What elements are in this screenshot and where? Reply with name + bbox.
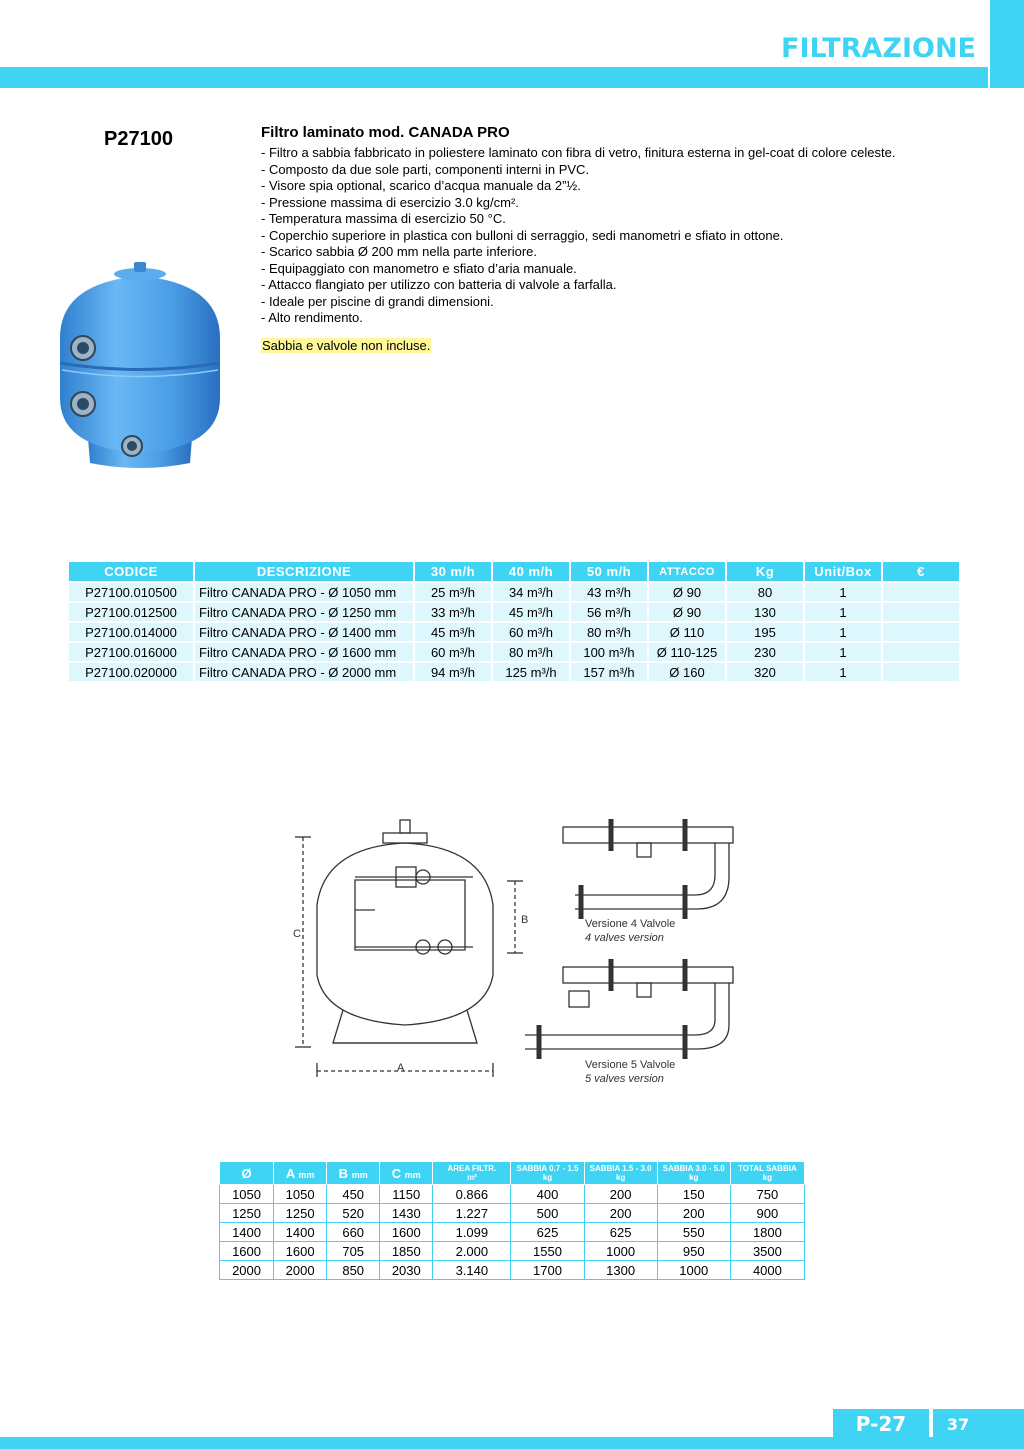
table-row xyxy=(68,602,960,622)
table-cell: 230 xyxy=(726,642,804,662)
table-cell: 1550 xyxy=(511,1242,584,1261)
table-cell: Ø 110 xyxy=(648,622,726,642)
table-cell xyxy=(882,642,960,662)
header-label: SABBIA 3.0 - 5.0 xyxy=(662,1164,725,1173)
table-cell: 550 xyxy=(657,1223,730,1242)
table-cell: P27100.010500 xyxy=(68,582,194,602)
table-cell: Filtro CANADA PRO - Ø 2000 mm xyxy=(194,662,414,682)
column-header xyxy=(327,1162,380,1185)
header-unit: kg xyxy=(542,1173,553,1182)
table-cell: Filtro CANADA PRO - Ø 1400 mm xyxy=(194,622,414,642)
header-unit: mm xyxy=(404,1169,421,1180)
feature-item: - Visore spia optional, scarico d’acqua manuale da 2”½. xyxy=(261,178,581,193)
feature-item: - Alto rendimento. xyxy=(261,310,363,325)
table-cell: 157 m³/h xyxy=(570,662,648,682)
header-label: TOTAL SABBIA xyxy=(738,1164,797,1173)
table-cell: 1600 xyxy=(274,1242,327,1261)
column-header: CODICE xyxy=(68,561,194,582)
table-row xyxy=(220,1185,805,1204)
header-label: Ø xyxy=(241,1165,252,1181)
column-header xyxy=(220,1162,274,1185)
table-cell: Ø 160 xyxy=(648,662,726,682)
table-cell: 80 m³/h xyxy=(492,642,570,662)
table-cell: 34 m³/h xyxy=(492,582,570,602)
table-row xyxy=(68,642,960,662)
table-cell: 1.227 xyxy=(433,1204,511,1223)
table-cell: 950 xyxy=(657,1242,730,1261)
filter-product-image xyxy=(50,258,230,473)
header-label: A xyxy=(285,1165,295,1181)
table-cell: P27100.012500 xyxy=(68,602,194,622)
column-header xyxy=(511,1162,584,1185)
table-header-row xyxy=(220,1162,805,1185)
table-header-row xyxy=(68,561,960,582)
column-header: € xyxy=(882,561,960,582)
feature-item: - Filtro a sabbia fabbricato in poliestere laminato con fibra di vetro, finitura esterna in gel-coat di colore celeste. xyxy=(261,145,896,160)
table-cell: 1 xyxy=(804,642,882,662)
table-cell: 60 m³/h xyxy=(414,642,492,662)
table-cell: 1.099 xyxy=(433,1223,511,1242)
version5-label-it: Versione 5 Valvole xyxy=(585,1059,676,1071)
table-cell: 2000 xyxy=(274,1261,327,1280)
header-unit: mm xyxy=(351,1169,368,1180)
table-cell: 1800 xyxy=(730,1223,804,1242)
dimension-label-a: A xyxy=(397,1062,405,1074)
table-cell xyxy=(882,602,960,622)
feature-item: - Ideale per piscine di grandi dimensioni. xyxy=(261,293,494,309)
table-cell: 1 xyxy=(804,582,882,602)
table-cell: 750 xyxy=(730,1185,804,1204)
table-cell: 2.000 xyxy=(433,1242,511,1261)
dimensions-table xyxy=(219,1161,805,1280)
table-cell: Filtro CANADA PRO - Ø 1600 mm xyxy=(194,642,414,662)
page-code: P-27 xyxy=(855,1412,907,1436)
table-cell: 1 xyxy=(804,622,882,642)
table-cell: 1 xyxy=(804,602,882,622)
header-label: SABBIA 0.7 - 1.5 xyxy=(516,1164,579,1173)
header-unit: kg xyxy=(615,1173,626,1182)
table-cell: 43 m³/h xyxy=(570,582,648,602)
table-cell: 80 xyxy=(726,582,804,602)
column-header: Unit/Box xyxy=(804,561,882,582)
table-cell: P27100.016000 xyxy=(68,642,194,662)
section-title: FILTRAZIONE xyxy=(781,33,976,64)
version5-label-en: 5 valves version xyxy=(585,1073,664,1085)
table-cell: 625 xyxy=(584,1223,657,1242)
table-cell: 450 xyxy=(327,1185,380,1204)
table-cell: 1 xyxy=(804,662,882,682)
dimension-label-b: B xyxy=(521,914,529,926)
column-header: 40 m/h xyxy=(492,561,570,582)
table-cell: 56 m³/h xyxy=(570,602,648,622)
table-cell: 80 m³/h xyxy=(570,622,648,642)
column-header xyxy=(380,1162,433,1185)
table-cell: 1400 xyxy=(274,1223,327,1242)
table-cell: 100 m³/h xyxy=(570,642,648,662)
header-unit: kg xyxy=(762,1173,773,1182)
version4-label-it: Versione 4 Valvole xyxy=(585,918,676,930)
dimension-label-c: C xyxy=(293,928,301,940)
table-row xyxy=(68,662,960,682)
table-cell: 900 xyxy=(730,1204,804,1223)
header-bar xyxy=(0,67,988,88)
column-header xyxy=(433,1162,511,1185)
table-cell xyxy=(882,582,960,602)
technical-drawing xyxy=(285,815,745,1095)
column-header: DESCRIZIONE xyxy=(194,561,414,582)
header-label: C xyxy=(391,1165,402,1181)
table-cell: 850 xyxy=(327,1261,380,1280)
column-header: Kg xyxy=(726,561,804,582)
table-cell: 45 m³/h xyxy=(492,602,570,622)
table-cell: P27100.014000 xyxy=(68,622,194,642)
table-cell: Ø 110-125 xyxy=(648,642,726,662)
version4-label-en: 4 valves version xyxy=(585,932,664,944)
feature-item: - Attacco flangiato per utilizzo con batteria di valvole a farfalla. xyxy=(261,277,617,292)
table-cell: 1600 xyxy=(380,1223,433,1242)
table-cell: 25 m³/h xyxy=(414,582,492,602)
table-cell: 200 xyxy=(584,1204,657,1223)
feature-item: - Temperatura massima di esercizio 50 °C. xyxy=(261,211,506,226)
table-row xyxy=(220,1204,805,1223)
table-cell: 1000 xyxy=(584,1242,657,1261)
table-row xyxy=(220,1261,805,1280)
table-cell: 1430 xyxy=(380,1204,433,1223)
product-title: Filtro laminato mod. CANADA PRO xyxy=(261,124,510,141)
table-row xyxy=(68,622,960,642)
table-cell: 1300 xyxy=(584,1261,657,1280)
table-cell: 33 m³/h xyxy=(414,602,492,622)
column-header xyxy=(274,1162,327,1185)
table-cell: 45 m³/h xyxy=(414,622,492,642)
table-cell: 500 xyxy=(511,1204,584,1223)
table-cell: 1250 xyxy=(220,1204,274,1223)
table-cell: 195 xyxy=(726,622,804,642)
header-label: B xyxy=(338,1165,349,1181)
table-cell: 1850 xyxy=(380,1242,433,1261)
column-header: 30 m/h xyxy=(414,561,492,582)
table-cell: Filtro CANADA PRO - Ø 1050 mm xyxy=(194,582,414,602)
table-cell: 320 xyxy=(726,662,804,682)
table-cell: 4000 xyxy=(730,1261,804,1280)
feature-item: - Equipaggiato con manometro e sfiato d’aria manuale. xyxy=(261,260,577,276)
column-header: ATTACCO xyxy=(648,561,726,582)
product-code: P27100 xyxy=(104,128,173,150)
table-cell: 60 m³/h xyxy=(492,622,570,642)
header-side-block xyxy=(990,0,1024,88)
table-cell: 150 xyxy=(657,1185,730,1204)
product-table xyxy=(67,560,961,683)
table-row xyxy=(220,1242,805,1261)
feature-list xyxy=(261,145,981,327)
table-cell: 2030 xyxy=(380,1261,433,1280)
table-cell: 1050 xyxy=(274,1185,327,1204)
table-cell: 3500 xyxy=(730,1242,804,1261)
feature-item: - Pressione massima di esercizio 3.0 kg/cm². xyxy=(261,194,519,210)
feature-item: - Scarico sabbia Ø 200 mm nella parte inferiore. xyxy=(261,244,538,259)
table-cell: 1400 xyxy=(220,1223,274,1242)
feature-item: - Coperchio superiore in plastica con bulloni di serraggio, sedi manometri e sfiato in ottone. xyxy=(261,227,784,243)
table-cell: 3.140 xyxy=(433,1261,511,1280)
table-cell: 125 m³/h xyxy=(492,662,570,682)
header-unit: mm xyxy=(298,1169,315,1180)
table-cell xyxy=(882,662,960,682)
table-cell: P27100.020000 xyxy=(68,662,194,682)
table-cell: 1700 xyxy=(511,1261,584,1280)
table-cell: 2000 xyxy=(220,1261,274,1280)
column-header xyxy=(584,1162,657,1185)
table-cell: 0.866 xyxy=(433,1185,511,1204)
page-number: 37 xyxy=(946,1415,970,1434)
header-unit: m² xyxy=(466,1173,477,1182)
table-row xyxy=(220,1223,805,1242)
table-cell: 94 m³/h xyxy=(414,662,492,682)
table-cell: 1050 xyxy=(220,1185,274,1204)
column-header xyxy=(657,1162,730,1185)
table-cell: 660 xyxy=(327,1223,380,1242)
feature-item: - Composto da due sole parti, componenti interni in PVC. xyxy=(261,161,590,177)
table-cell: 400 xyxy=(511,1185,584,1204)
table-cell: 130 xyxy=(726,602,804,622)
table-cell: 1250 xyxy=(274,1204,327,1223)
column-header: 50 m/h xyxy=(570,561,648,582)
exclusion-note: Sabbia e valvole non incluse. xyxy=(262,338,431,353)
table-cell: Filtro CANADA PRO - Ø 1250 mm xyxy=(194,602,414,622)
table-cell: 200 xyxy=(584,1185,657,1204)
header-label: SABBIA 1.5 - 3.0 xyxy=(589,1164,652,1173)
table-cell xyxy=(882,622,960,642)
table-cell: Ø 90 xyxy=(648,582,726,602)
table-cell: 200 xyxy=(657,1204,730,1223)
table-cell: 520 xyxy=(327,1204,380,1223)
table-cell: 1600 xyxy=(220,1242,274,1261)
header-unit: kg xyxy=(689,1173,699,1182)
table-cell: 1000 xyxy=(657,1261,730,1280)
header-label: AREA FILTR. xyxy=(447,1164,497,1173)
table-cell: 705 xyxy=(327,1242,380,1261)
column-header xyxy=(730,1162,804,1185)
table-row xyxy=(68,582,960,602)
table-cell: 1150 xyxy=(380,1185,433,1204)
table-cell: Ø 90 xyxy=(648,602,726,622)
table-cell: 625 xyxy=(511,1223,584,1242)
